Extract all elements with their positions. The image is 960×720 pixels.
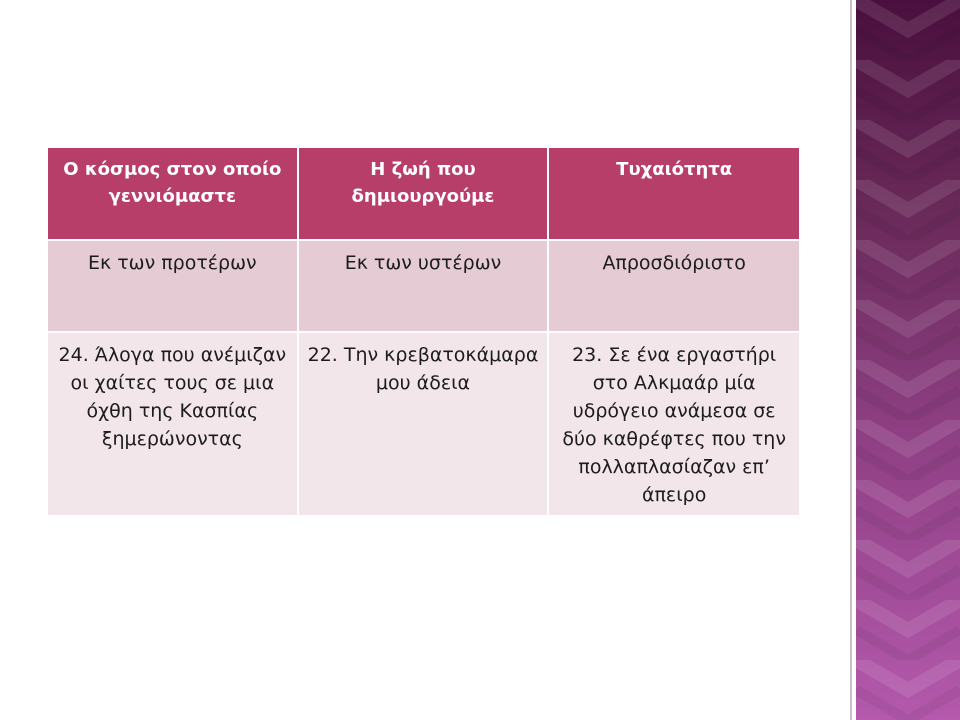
divider-line <box>850 0 852 720</box>
table-cell: Εκ των προτέρων <box>47 240 298 332</box>
table-header-cell: Ο κόσμος στον οποίο γεννιόμαστε <box>47 147 298 240</box>
decorative-side-band <box>856 0 960 720</box>
table-cell: 22. Την κρεβατοκάμαρα μου άδεια <box>298 332 549 516</box>
comparison-table <box>46 146 801 517</box>
table-row <box>47 240 800 332</box>
table-cell: 24. Άλογα που ανέμιζαν οι χαίτες τους σε μια όχθη της Κασπίας ξημερώνοντας <box>47 332 298 516</box>
table-header-row <box>47 147 800 240</box>
table-row <box>47 332 800 516</box>
table-header-cell: Τυχαιότητα <box>548 147 800 240</box>
table-header-cell: Η ζωή που δημιουργούμε <box>298 147 549 240</box>
table-cell: Απροσδιόριστο <box>548 240 800 332</box>
table-cell: Εκ των υστέρων <box>298 240 549 332</box>
table-cell: 23. Σε ένα εργαστήρι στο Αλκμαάρ μία υδρόγειο ανάμεσα σε δύο καθρέφτες που την πολλαπλασίαζαν επ’ άπειρο <box>548 332 800 516</box>
chevron-pattern-icon <box>856 0 960 720</box>
